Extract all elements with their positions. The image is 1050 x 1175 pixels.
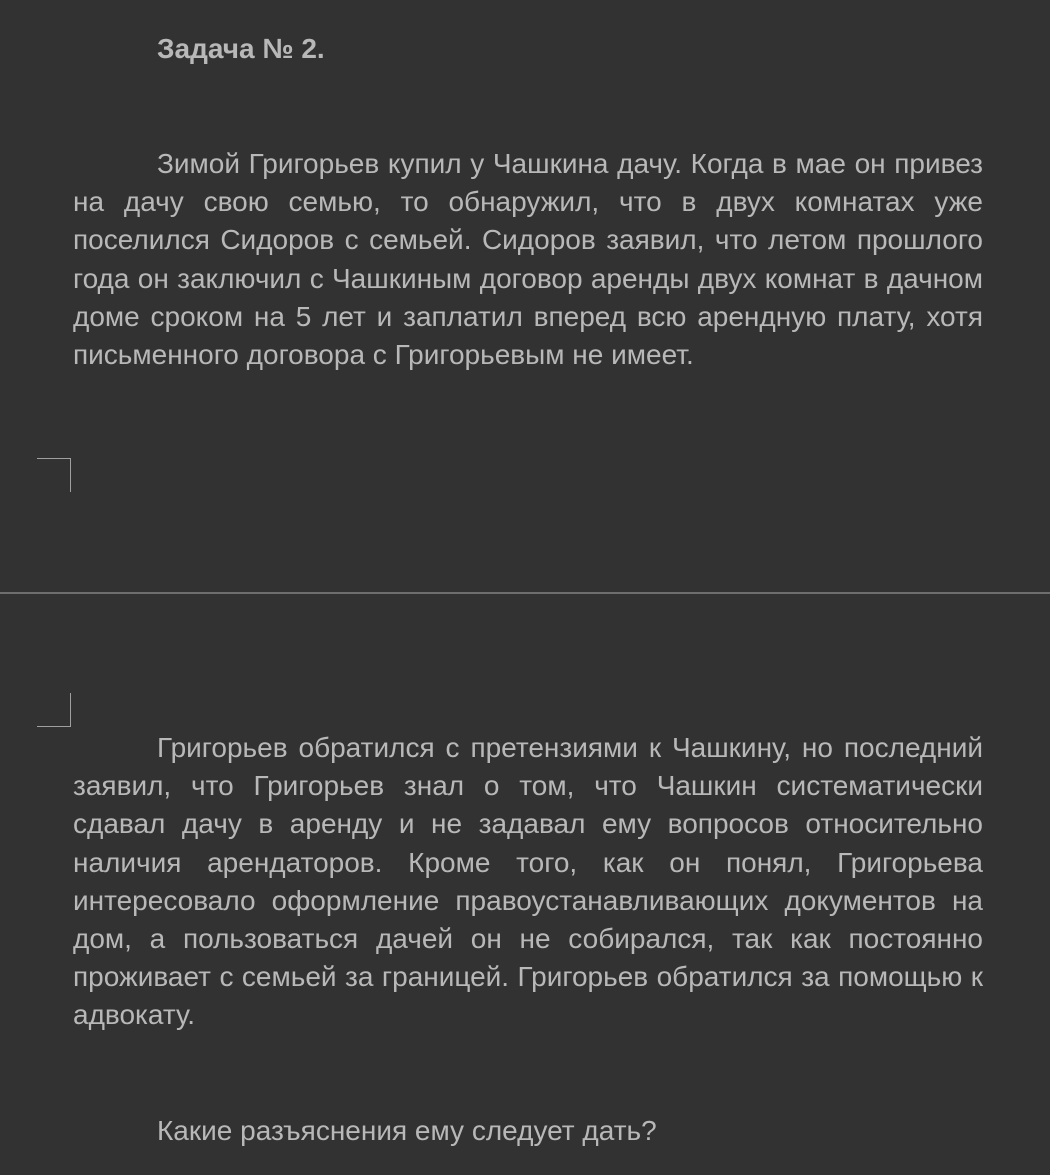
task-heading: Задача № 2. [157, 33, 325, 64]
task-paragraph-2: Григорьев обратился с претензиями к Чашкину, но последний заявил, что Григорьев знал о том, что Чашкин систематически сдавал дачу в аренду и не задавал ему вопросов относительно наличия арендаторов. Кроме того, как он понял, Григорьева интересовало оформление правоустанавливающих документов на дом, а пользоваться дачей он не собирался, так как постоянно проживает с семьей за границей. Григорьев обратился за помощью к адвокату. [73, 732, 983, 1031]
task-question: Какие разъяснения ему следует дать? [157, 1115, 657, 1146]
task-paragraph-1: Зимой Григорьев купил у Чашкина дачу. Когда в мае он привез на дачу свою семью, то обнаружил, что в двух комнатах уже поселился Сидоров с семьей. Сидоров заявил, что летом прошлого года он заключил с Чашкиным договор аренды двух комнат в дачном доме сроком на 5 лет и заплатил вперед всю арендную плату, хотя письменного договора с Григорьевым не имеет. [73, 148, 983, 371]
page-margin-mark-bottom-left [37, 458, 71, 492]
page-2 [0, 594, 1050, 1175]
page-margin-mark-top-left [37, 693, 71, 727]
